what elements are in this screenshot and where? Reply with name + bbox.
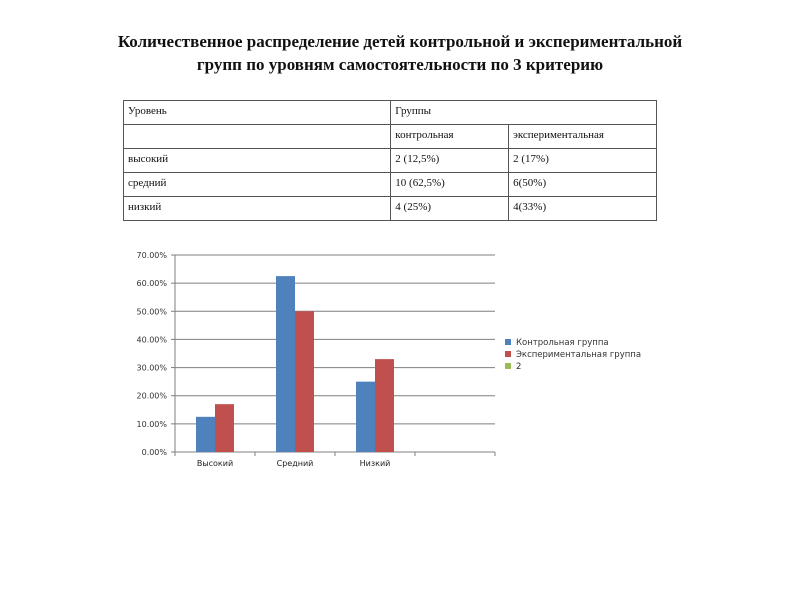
distribution-table [123, 100, 657, 221]
y-tick-label: 50.00% [136, 307, 167, 317]
legend-label: 2 [516, 362, 522, 372]
y-tick-label: 30.00% [136, 363, 167, 373]
bar [215, 404, 234, 452]
header-groups: Группы [391, 101, 657, 125]
y-tick-label: 10.00% [136, 419, 167, 429]
bar [356, 382, 375, 452]
row-control: 4 (25%) [391, 197, 509, 221]
bar-chart [120, 245, 680, 480]
row-control: 2 (12,5%) [391, 149, 509, 173]
row-experimental: 2 (17%) [509, 149, 657, 173]
row-experimental: 6(50%) [509, 173, 657, 197]
y-tick-label: 40.00% [136, 335, 167, 345]
y-tick-label: 0.00% [141, 448, 167, 457]
table-subheader-row [124, 125, 657, 149]
bar [375, 359, 394, 452]
title-line-2: групп по уровням самостоятельности по 3 критерию [196, 55, 604, 74]
legend-swatch [505, 363, 511, 369]
category-label: Высокий [196, 459, 234, 468]
page-title [40, 30, 760, 76]
legend-label: Контрольная группа [516, 338, 609, 348]
title-line-1: Количественное распределение детей контрольной и экспериментальной [117, 32, 683, 51]
row-level: высокий [124, 149, 391, 173]
y-tick-label: 70.00% [136, 251, 167, 260]
y-tick-label: 60.00% [136, 279, 167, 289]
legend-swatch [505, 339, 511, 345]
bar [295, 311, 314, 452]
subheader-experimental: экспериментальная [509, 125, 657, 149]
bar [196, 417, 215, 452]
category-label: Низкий [359, 459, 391, 468]
category-label: Средний [276, 459, 314, 468]
table-header-row [124, 101, 657, 125]
row-level: средний [124, 173, 391, 197]
table-row [124, 149, 657, 173]
header-level: Уровень [124, 101, 391, 125]
subheader-control: контрольная [391, 125, 509, 149]
row-control: 10 (62,5%) [391, 173, 509, 197]
legend-label: Экспериментальная группа [516, 350, 642, 360]
row-level: низкий [124, 197, 391, 221]
row-experimental: 4(33%) [509, 197, 657, 221]
table-row [124, 173, 657, 197]
table-row [124, 197, 657, 221]
bar [276, 276, 295, 452]
y-tick-label: 20.00% [136, 391, 167, 401]
legend-swatch [505, 351, 511, 357]
subheader-empty [124, 125, 391, 149]
